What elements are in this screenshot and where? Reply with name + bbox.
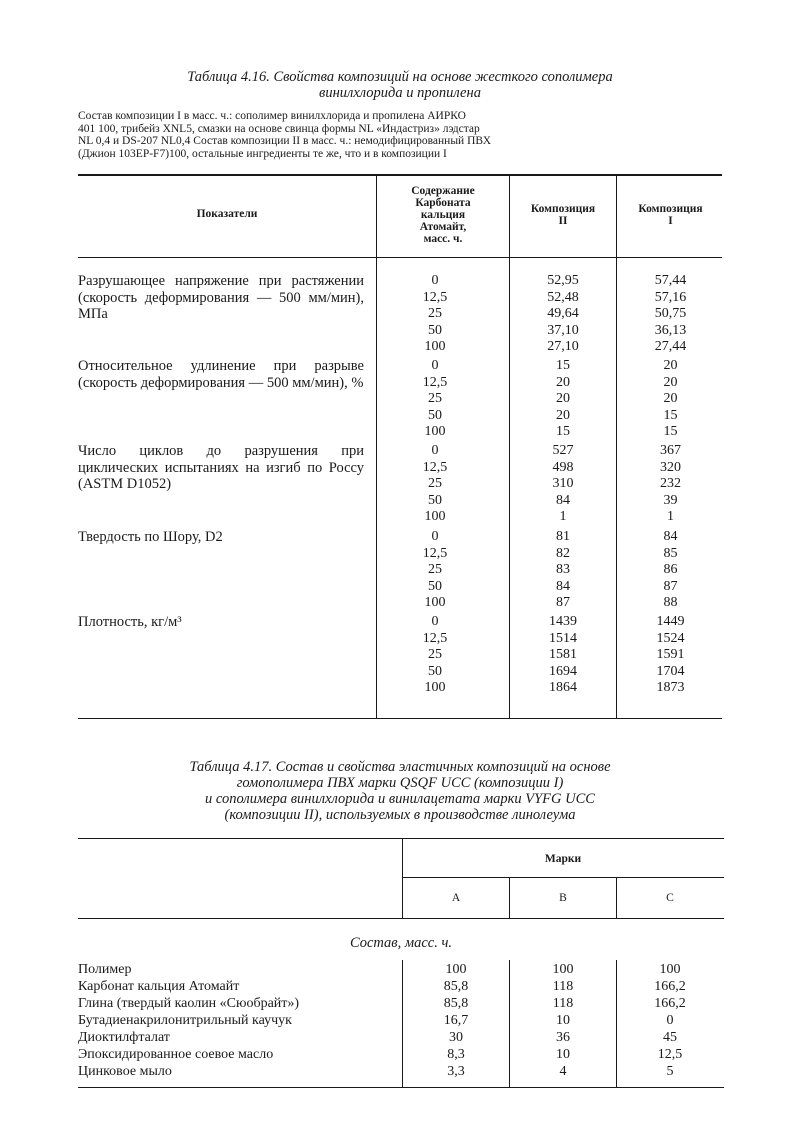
value-cell: 88	[663, 595, 678, 610]
value-cell: 498	[552, 459, 574, 475]
value-cell: 0	[431, 529, 439, 544]
ingredient-name: Бутадиенакрилонитрильный каучук	[78, 1013, 292, 1028]
value-cell: 1581	[549, 647, 577, 662]
value-cell: 166,2	[654, 979, 686, 994]
table2-caption-line4: (композиции II), используемых в производстве линолеума	[224, 807, 576, 823]
comp2-values	[512, 443, 614, 526]
value-cell: 25	[428, 562, 442, 577]
value-cell: 50	[428, 578, 442, 594]
value-cell: 50	[428, 492, 442, 508]
header-mark-c: C	[666, 892, 674, 904]
value-cell: 1873	[656, 680, 685, 695]
comp1-values	[619, 443, 722, 526]
comp2-values	[512, 358, 614, 441]
comp1-values	[619, 273, 722, 356]
value-cell: 12,5	[422, 545, 448, 561]
note-line: Состав композиции I в масс. ч.: сополимер винилхлорида и пропилена АИРКО	[78, 110, 466, 122]
comp2-values	[512, 529, 614, 612]
value-cell: 15	[663, 407, 678, 423]
value-cell: 25	[428, 647, 442, 662]
value-cell: 57,16	[654, 289, 687, 305]
value-cell: 84	[556, 578, 570, 594]
value-cell: 83	[556, 562, 570, 577]
table1-col-divider	[376, 175, 377, 718]
note-line: 401 100, трибейз XNL5, смазки на основе свинца формы NL «Индастриз» лэдстар	[78, 122, 480, 135]
comp2-values	[512, 614, 614, 697]
header-line: кальция	[420, 209, 466, 221]
value-cell: 49,64	[547, 306, 579, 321]
value-cell: 50	[428, 663, 442, 679]
value-cell: 1514	[549, 630, 577, 646]
value-cell: 15	[663, 424, 678, 439]
content-values	[380, 273, 490, 356]
section-composition: Состав, масс. ч.	[349, 935, 453, 951]
header-indicator: Показатели	[196, 208, 258, 220]
note-line: NL 0,4 и DS-207 NL0,4 Состав композиции II в масс. ч.: немодифицированный ПВХ	[78, 135, 492, 147]
table1-caption-line1: Таблица 4.16. Свойства композиций на основе жесткого сополимера	[187, 69, 613, 85]
value-cell: 20	[663, 374, 678, 390]
header-line: Атомайт,	[419, 221, 467, 233]
value-cell: 0	[431, 358, 439, 373]
value-cell: 52,95	[547, 273, 579, 288]
table2-caption-line2: гомополимера ПВХ марки QSQF UCC (композиции I)	[236, 775, 564, 791]
table2-col-divider	[616, 960, 617, 1087]
value-cell: 118	[552, 979, 574, 994]
value-cell: 36,13	[654, 322, 687, 338]
indicator-hardness: Твердость по Шору, D2	[78, 529, 223, 545]
value-cell: 310	[552, 476, 574, 491]
content-values	[380, 443, 490, 526]
ingredient-name: Полимер	[78, 962, 132, 977]
value-cell: 367	[660, 443, 681, 458]
comp1-values	[619, 529, 722, 612]
value-cell: 84	[663, 529, 678, 544]
value-cell: 527	[552, 443, 574, 458]
value-cell: 25	[428, 306, 442, 321]
header-mark-a: A	[451, 892, 461, 904]
value-cell: 16,7	[443, 1013, 469, 1028]
value-cell: 10	[556, 1047, 570, 1062]
value-cell: 30	[449, 1030, 463, 1045]
value-cell: 27,44	[654, 339, 687, 354]
value-cell: 0	[666, 1013, 674, 1028]
value-cell: 100	[445, 962, 467, 977]
indicator-tensile-strength: Разрушающее напряжение при растяжении (скорость деформирования — 500 мм/мин), МПа	[78, 273, 364, 322]
table2-col-divider	[402, 960, 403, 1087]
value-cell: 50	[428, 322, 442, 338]
value-cell: 0	[431, 443, 439, 458]
value-cell: 81	[556, 529, 570, 544]
table1-header-rule	[78, 257, 722, 258]
value-cell: 10	[556, 1013, 570, 1028]
table2-marks-rule	[402, 877, 724, 878]
value-cell: 12,5	[422, 374, 448, 390]
value-cell: 1	[559, 509, 567, 524]
value-cell: 0	[431, 273, 439, 288]
value-cell: 1449	[656, 614, 685, 629]
table1-col-divider	[509, 175, 510, 718]
value-cell: 50	[428, 407, 442, 423]
content-values	[380, 614, 490, 697]
value-cell: 1439	[549, 614, 577, 629]
content-values	[380, 529, 490, 612]
value-cell: 1	[667, 509, 674, 524]
header-line: Содержание	[411, 185, 475, 197]
table2-bottom-rule	[78, 1087, 724, 1088]
value-cell: 0	[431, 614, 439, 629]
header-comp1	[619, 203, 722, 227]
value-cell: 100	[552, 962, 574, 977]
value-cell: 85,8	[443, 979, 469, 994]
ingredient-name: Глина (твердый каолин «Сюобрайт»)	[78, 996, 300, 1011]
value-cell: 1704	[656, 663, 685, 679]
value-cell: 15	[556, 424, 570, 439]
table2-top-rule	[78, 838, 724, 839]
value-cell: 4	[559, 1064, 567, 1079]
value-cell: 87	[663, 578, 678, 594]
value-cell: 1864	[549, 680, 577, 695]
value-cell: 1694	[549, 663, 577, 679]
value-cell: 86	[663, 562, 678, 577]
table2-col-divider	[402, 839, 403, 918]
table2-caption-line1: Таблица 4.17. Состав и свойства эластичных композиций на основе	[189, 759, 611, 775]
table2-caption-line3: и сополимера винилхлорида и винилацетата марки VYFG UCC	[205, 791, 595, 807]
indicator-density: Плотность, кг/м³	[78, 614, 182, 630]
value-cell: 232	[660, 476, 681, 491]
table1-bottom-rule	[78, 718, 722, 719]
table1-top-rule	[78, 174, 722, 176]
header-carbonate	[380, 185, 506, 245]
value-cell: 15	[556, 358, 570, 373]
value-cell: 82	[556, 545, 570, 561]
value-cell: 27,10	[547, 339, 579, 354]
value-cell: 100	[424, 680, 446, 695]
value-cell: 12,5	[422, 289, 448, 305]
value-cell: 100	[424, 509, 446, 524]
value-cell: 320	[660, 459, 681, 475]
value-cell: 36	[556, 1030, 570, 1045]
value-cell: 12,5	[657, 1047, 683, 1062]
header-line: масс. ч.	[423, 233, 463, 245]
note-line: (Джион 103EP-F7)100, остальные ингредиенты те же, что и в композиции I	[78, 147, 447, 160]
mark-c-values	[618, 961, 722, 1080]
value-cell: 100	[424, 595, 446, 610]
value-cell: 20	[556, 391, 570, 406]
ingredient-name: Эпоксидированное соевое масло	[78, 1047, 274, 1062]
header-line: I	[668, 215, 673, 227]
value-cell: 100	[424, 424, 446, 439]
value-cell: 12,5	[422, 630, 448, 646]
value-cell: 25	[428, 476, 442, 491]
table1-caption-line2: винилхлорида и пропилена	[319, 85, 481, 101]
ingredient-names	[78, 961, 398, 1080]
table2-col-divider	[509, 878, 510, 918]
table1-note	[78, 110, 726, 160]
mark-b-values	[511, 961, 615, 1080]
table2-header-rule	[78, 918, 724, 919]
header-line: Композиция	[530, 203, 596, 215]
header-line: Карбоната	[415, 197, 471, 209]
indicator-elongation: Относительное удлинение при разрыве (скорость деформирования — 500 мм/мин), %	[78, 358, 364, 391]
value-cell: 20	[556, 374, 570, 390]
value-cell: 84	[556, 492, 570, 508]
value-cell: 37,10	[547, 322, 579, 338]
table1-col-divider	[616, 175, 617, 718]
value-cell: 20	[663, 391, 678, 406]
value-cell: 20	[556, 407, 570, 423]
value-cell: 100	[659, 962, 681, 977]
comp2-values	[512, 273, 614, 356]
ingredient-name: Цинковое мыло	[78, 1064, 172, 1079]
value-cell: 166,2	[654, 996, 686, 1011]
ingredient-name: Диоктилфталат	[78, 1030, 170, 1045]
value-cell: 50,75	[654, 306, 687, 321]
value-cell: 85	[663, 545, 678, 561]
comp1-values	[619, 614, 722, 697]
table2-col-divider	[616, 878, 617, 918]
header-comp2	[512, 203, 614, 227]
value-cell: 45	[663, 1030, 677, 1045]
value-cell: 87	[556, 595, 570, 610]
value-cell: 12,5	[422, 459, 448, 475]
content-values	[380, 358, 490, 441]
comp1-values	[619, 358, 722, 441]
header-mark-b: B	[559, 892, 567, 904]
header-line: Композиция	[638, 203, 703, 215]
value-cell: 8,3	[447, 1047, 465, 1062]
value-cell: 85,8	[443, 996, 469, 1011]
value-cell: 52,48	[547, 289, 579, 305]
value-cell: 20	[663, 358, 678, 373]
table2-col-divider	[509, 960, 510, 1087]
value-cell: 25	[428, 391, 442, 406]
value-cell: 39	[663, 492, 678, 508]
value-cell: 5	[666, 1064, 674, 1079]
value-cell: 1591	[656, 647, 685, 662]
value-cell: 3,3	[447, 1064, 465, 1079]
value-cell: 100	[424, 339, 446, 354]
header-marks: Марки	[544, 853, 582, 865]
ingredient-name: Карбонат кальция Атомайт	[78, 979, 240, 994]
value-cell: 118	[552, 996, 574, 1011]
mark-a-values	[404, 961, 508, 1080]
header-line: II	[558, 215, 568, 227]
value-cell: 1524	[656, 630, 685, 646]
value-cell: 57,44	[654, 273, 687, 288]
indicator-cycles: Число циклов до разрушения при циклических испытаниях на изгиб по Россу (ASTM D1052)	[78, 443, 364, 492]
